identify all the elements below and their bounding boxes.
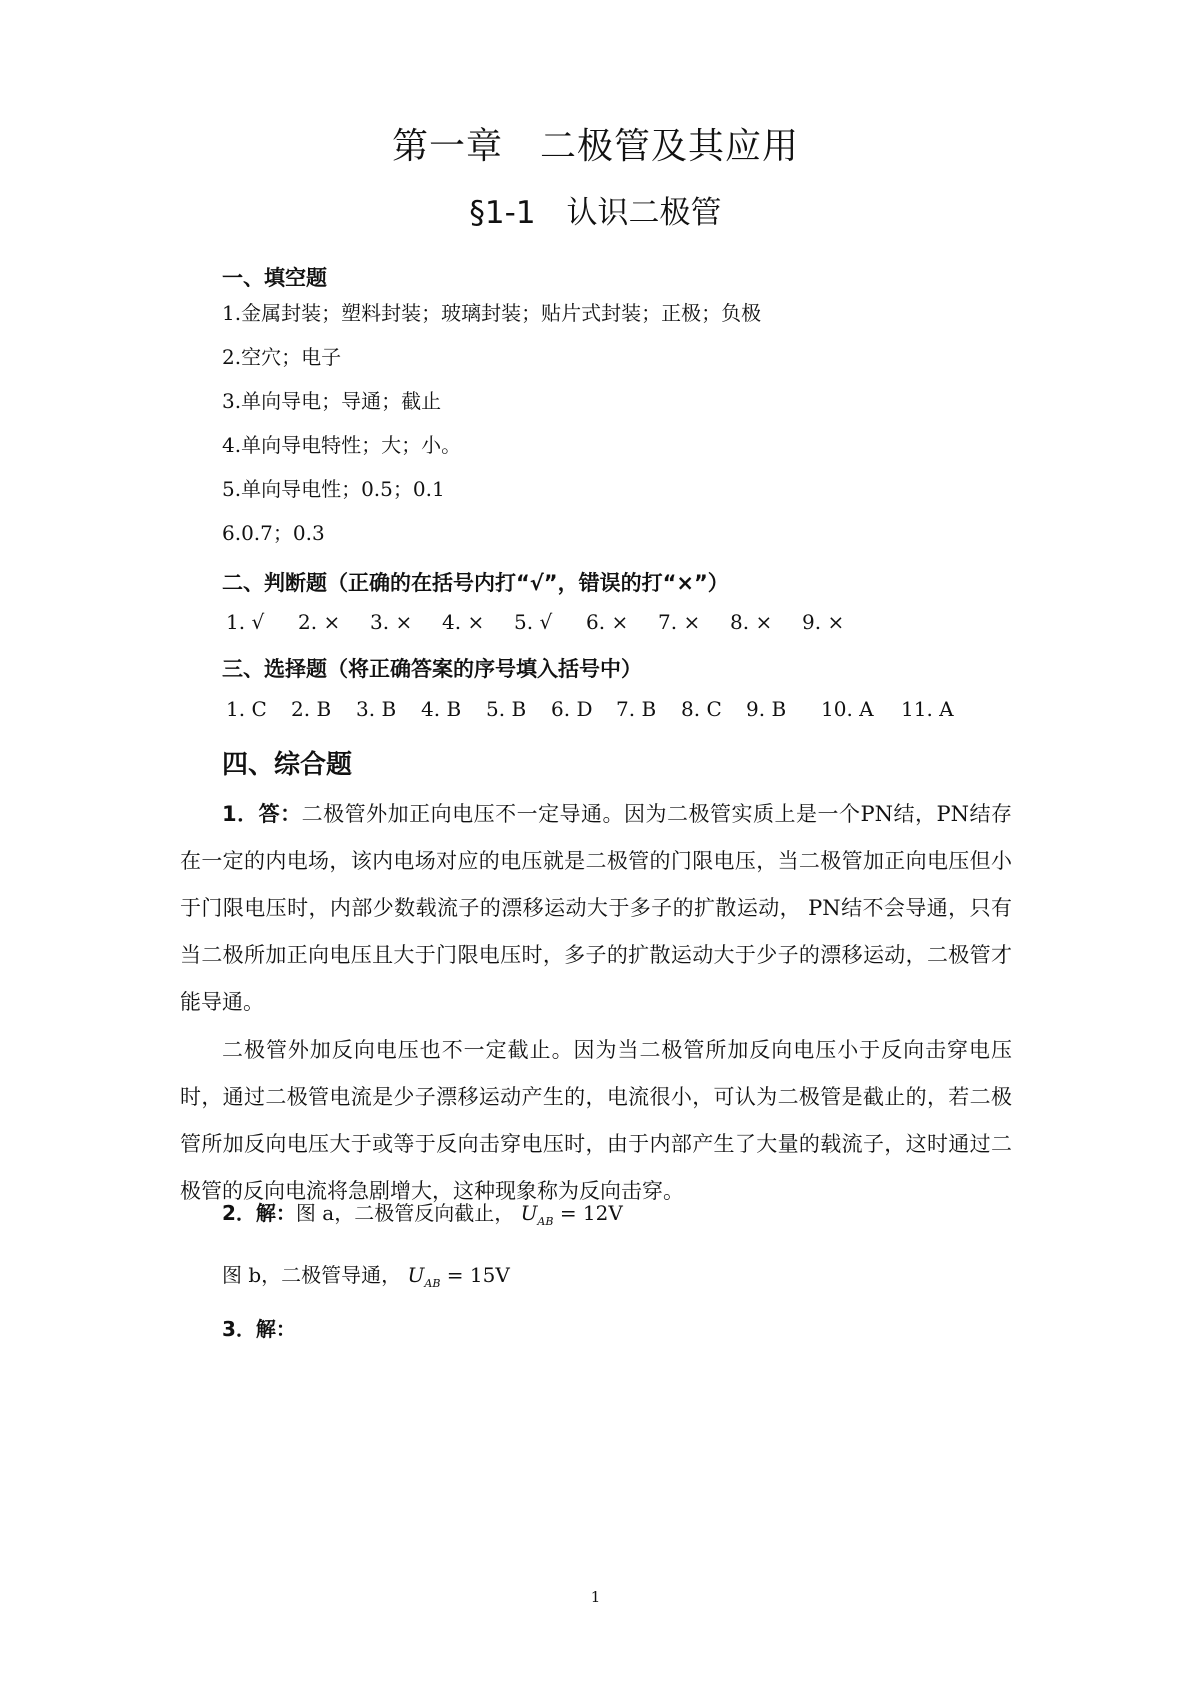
choice-answer: 11. A bbox=[901, 697, 954, 721]
choice-answer: 10. A bbox=[821, 697, 874, 721]
q2-line1-text: 图 a，二极管反向截止， bbox=[295, 1201, 515, 1225]
part1-item-5: 5.单向导电性；0.5；0.1 bbox=[222, 477, 445, 501]
q2-equation-a bbox=[520, 1201, 623, 1228]
section-title: §1-1 认识二极管 bbox=[469, 195, 722, 231]
judge-answer: 1. √ bbox=[226, 610, 265, 634]
q3-line bbox=[222, 1313, 296, 1342]
part1-item-4: 4.单向导电特性；大；小。 bbox=[222, 433, 462, 457]
part3-heading: 三、选择题（将正确答案的序号填入括号中） bbox=[222, 657, 642, 681]
q1-para1-text: 二极管外加正向电压不一定导通。因为二极管实质上是一个PN结，PN结存在一定的内电场，该内电场对应的电压就是二极管的门限电压，当二极管加正向电压但小于门限电压时，内部少数载流子的漂移运动大于多子的扩散运动， PN结不会导通，只有当二极所加正向电压且大于门限电压时，多子的扩散运动大于少子的漂移运动，二极管才能导通。 bbox=[180, 802, 1012, 1014]
q3-label: 3．解： bbox=[222, 1317, 296, 1341]
part1-item-1: 1.金属封装；塑料封装；玻璃封装；贴片式封装；正极；负极 bbox=[222, 301, 762, 325]
q1-answer-paragraph-2: 二极管外加反向电压也不一定截止。因为当二极管所加反向电压小于反向击穿电压时，通过二极管电流是少子漂移运动产生的，电流很小，可认为二极管是截止的，若二极管所加反向电压大于或等于反向击穿电压时，由于内部产生了大量的载流子，这时通过二极管的反向电流将急剧增大，这种现象称为反向击穿。 bbox=[180, 1038, 1012, 1203]
part1-item-2: 2.空穴；电子 bbox=[222, 345, 342, 369]
choice-answer: 6. D bbox=[551, 697, 593, 721]
page-number: 1 bbox=[590, 1588, 601, 1606]
judge-answer: 6. × bbox=[586, 610, 629, 634]
choice-answer: 2. B bbox=[291, 697, 332, 721]
eq-rhs: = 15V bbox=[446, 1263, 510, 1287]
judge-answer: 9. × bbox=[802, 610, 845, 634]
eq-var: U bbox=[520, 1201, 538, 1225]
q2-line-1 bbox=[222, 1197, 623, 1228]
judge-answer: 8. × bbox=[730, 610, 773, 634]
judge-answer: 3. × bbox=[370, 610, 413, 634]
eq-rhs: = 12V bbox=[559, 1201, 623, 1225]
q2-line2-text: 图 b，二极管导通， bbox=[222, 1263, 402, 1287]
choice-answer: 3. B bbox=[356, 697, 397, 721]
choice-answer: 5. B bbox=[486, 697, 527, 721]
eq-sub: AB bbox=[537, 1215, 554, 1228]
part1-heading: 一、填空题 bbox=[222, 266, 327, 290]
part2-answers bbox=[226, 610, 862, 634]
judge-answer: 7. × bbox=[658, 610, 701, 634]
choice-answer: 7. B bbox=[616, 697, 657, 721]
eq-var: U bbox=[407, 1263, 425, 1287]
part1-item-3: 3.单向导电；导通；截止 bbox=[222, 389, 442, 413]
judge-answer: 2. × bbox=[298, 610, 341, 634]
choice-answer: 4. B bbox=[421, 697, 462, 721]
q2-label: 2．解： bbox=[222, 1201, 296, 1225]
part2-heading: 二、判断题（正确的在括号内打“√”，错误的打“×”） bbox=[222, 571, 729, 595]
q2-line-2 bbox=[222, 1259, 510, 1290]
judge-answer: 4. × bbox=[442, 610, 485, 634]
choice-answer: 1. C bbox=[226, 697, 267, 721]
judge-answer: 5. √ bbox=[514, 610, 553, 634]
q1-label: 1．答： bbox=[222, 802, 302, 826]
eq-sub: AB bbox=[424, 1277, 441, 1290]
q1-answer-paragraph bbox=[180, 791, 1012, 1026]
chapter-title: 第一章 二极管及其应用 bbox=[391, 126, 799, 167]
q2-equation-b bbox=[407, 1263, 510, 1290]
part3-answers bbox=[226, 697, 961, 721]
part1-item-6: 6.0.7；0.3 bbox=[222, 521, 325, 545]
choice-answer: 8. C bbox=[681, 697, 722, 721]
part4-heading: 四、综合题 bbox=[222, 750, 353, 780]
choice-answer: 9. B bbox=[746, 697, 787, 721]
